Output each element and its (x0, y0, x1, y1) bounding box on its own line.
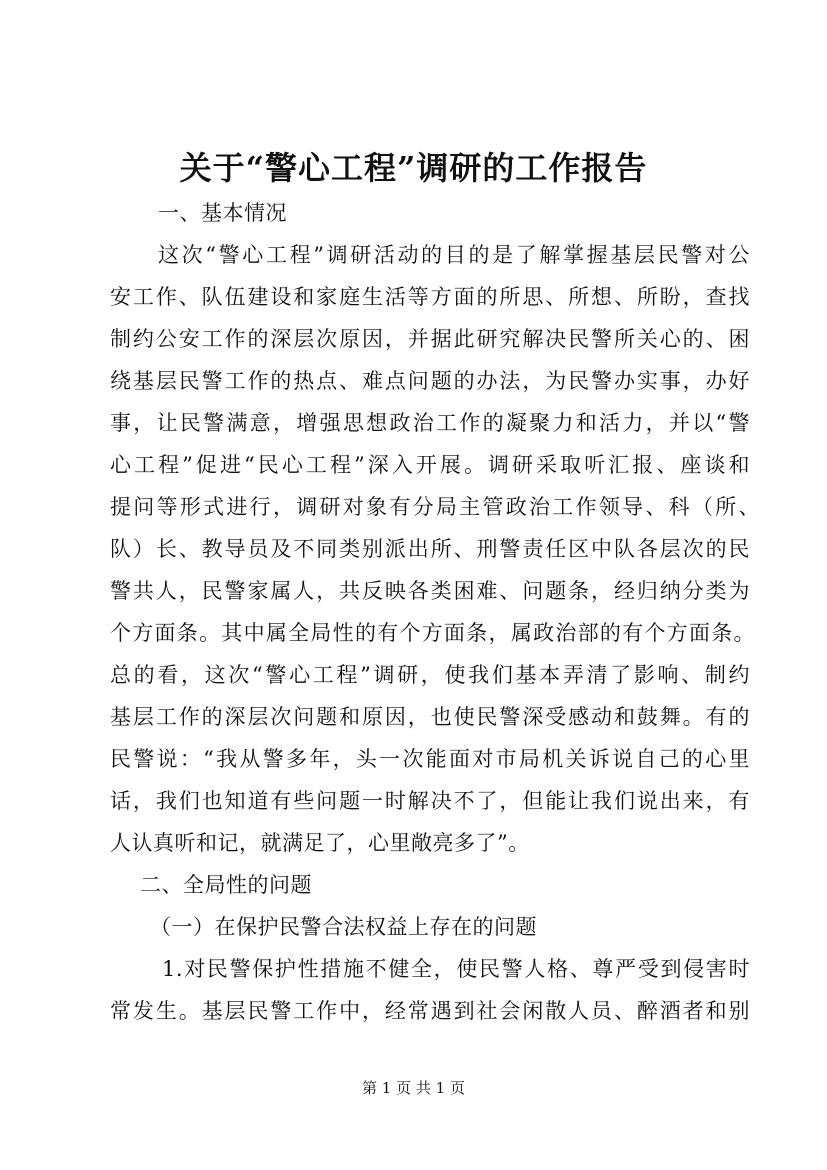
paragraph-line: 绕基层民警工作的热点、难点问题的办法，为民警办实事，办好 (110, 369, 750, 393)
section-heading-2: 二、全局性的问题 (140, 873, 312, 897)
paragraph-line-last: 人认真听和记，就满足了，心里敞亮多了”。 (110, 831, 530, 855)
paragraph-line: 话，我们也知道有些问题一时解决不了，但能让我们说出来，有 (110, 789, 750, 813)
paragraph-line: 常发生。基层民警工作中，经常遇到社会闲散人员、醉酒者和别 (110, 999, 750, 1023)
paragraph-line: 心工程”促进“民心工程”深入开展。调研采取听汇报、座谈和 (110, 453, 750, 477)
paragraph-line: 民警说：“我从警多年，头一次能面对市局机关诉说自己的心里 (110, 747, 750, 771)
paragraph-line: 总的看，这次“警心工程”调研，使我们基本弄清了影响、制约 (110, 663, 750, 687)
paragraph-line: 安工作、队伍建设和家庭生活等方面的所思、所想、所盼，查找 (110, 285, 750, 309)
paragraph-line: 1.对民警保护性措施不健全，使民警人格、尊严受到侵害时 (162, 957, 750, 981)
section-heading-1: 一、基本情况 (158, 201, 287, 225)
paragraph-line: 制约公安工作的深层次原因，并据此研究解决民警所关心的、困 (110, 327, 750, 351)
subsection-heading: （一）在保护民警合法权益上存在的问题 (150, 915, 537, 939)
document-title: 关于“警心工程”调研的工作报告 (179, 149, 648, 187)
paragraph-line: 提问等形式进行，调研对象有分局主管政治工作领导、科（所、 (110, 495, 760, 519)
paragraph-line: 基层工作的深层次问题和原因，也使民警深受感动和鼓舞。有的 (110, 705, 750, 729)
paragraph-line: 这次“警心工程”调研活动的目的是了解掌握基层民警对公 (158, 243, 750, 267)
paragraph-line: 队）长、教导员及不同类别派出所、刑警责任区中队各层次的民 (110, 537, 750, 561)
paragraph-line: 个方面条。其中属全局性的有个方面条，属政治部的有个方面条。 (110, 621, 755, 645)
paragraph-line: 事，让民警满意，增强思想政治工作的凝聚力和活力，并以“警 (110, 411, 750, 435)
paragraph-line: 警共人，民警家属人，共反映各类困难、问题条，经归纳分类为 (110, 579, 750, 603)
page-number-footer: 第 1 页 共 1 页 (362, 1079, 465, 1097)
